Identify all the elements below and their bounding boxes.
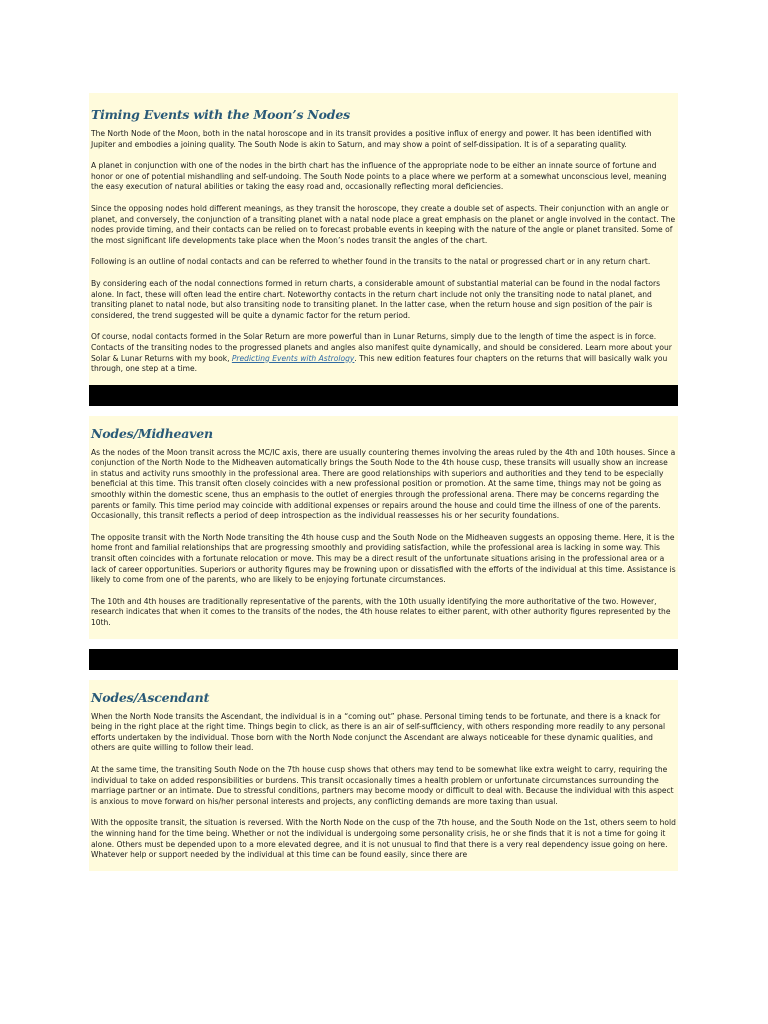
section-nodes-midheaven [89, 416, 678, 639]
section-moon-nodes [89, 93, 678, 385]
section-divider-bar [89, 649, 678, 670]
paragraph: A planet in conjunction with one of the nodes in the birth chart has the influence of the appropriate node to be either an innate source of fortune and honor or one of potential mishandling and self-undoing. The South Node points to a place where we perform at a somewhat unconscious level, meaning the easy execution of natural abilities or taking the easy road and, occasionally reflecting moral deficiencies. [91, 161, 667, 192]
paragraph: Since the opposing nodes hold different meanings, as they transit the horoscope, they create a double set of aspects. Their conjunction with an angle or planet, and conversely, the conjunction of a transiting planet with a natal node place a great emphasis on the planet or angle involved in the contact. The nodes provide timing, and their contacts can be relied on to forecast probable events in keeping with the nature of the angle or planet transited. Some of the most significant life developments take place when the Moon’s nodes transit the angles of the chart. [91, 203, 676, 245]
section-title: Nodes/Midheaven [91, 425, 213, 441]
paragraph: The 10th and 4th houses are traditionally representative of the parents, with the 10th usually identifying the more authoritative of the two. However, research indicates that when it comes to the transits of the nodes, the 4th house relates to either parent, with other authority figures represented by the 10th. [91, 596, 671, 627]
section-nodes-ascendant [89, 680, 678, 871]
paragraph: With the opposite transit, the situation is reversed. With the North Node on the cusp of the 7th house, and the South Node on the 1st, others seem to hold the winning hand for the time being. Whether or not the individual is undergoing some personality crisis, he or she finds that it is not a time for going it alone. Others must be depended upon to a more elevated degree, and it is not unusual to find that there is a very real dependency issue going on here. Whatever help or support needed by the individual at this time can be found easily, since there are [91, 818, 676, 860]
paragraph: The opposite transit with the North Node transiting the 4th house cusp and the South Node on the Midheaven suggests an opposing theme. Here, it is the home front and familial relationships that are progressing smoothly and providing satisfaction, while the professional area is lacking in some way. This transit often coincides with a fortunate relocation or move. This may be a direct result of the unfortunate situations arising in the professional area or a lack of career opportunities. Superiors or authority figures may be frowning upon or dissatisfied with the efforts of the individual at this time. Assistance is likely to come from one of the parents, who are likely to be enjoying fortunate circumstances. [91, 532, 676, 585]
paragraph-text: Of course, nodal contacts formed in the Solar Return are more powerful than in Lunar Returns, simply due to the length of time the aspect is in force. Contacts of the transiting nodes to the progressed planets and angles also manifest quite dynamically, and should be considered. Learn more about your Solar & Lunar Returns with my book, [91, 332, 672, 363]
paragraph: The North Node of the Moon, both in the natal horoscope and in its transit provides a positive influx of energy and power. It has been identified with Jupiter and embodies a joining quality. The South Node is akin to Saturn, and may show a point of self-dissipation. It is of a separating quality. [91, 129, 652, 149]
spacer [89, 406, 678, 416]
section-title: Nodes/Ascendant [91, 689, 210, 705]
section-divider-bar [89, 385, 678, 406]
section-title: Timing Events with the Moon’s Nodes [91, 107, 350, 122]
paragraph: By considering each of the nodal connections formed in return charts, a considerable amount of substantial material can be found in the nodal factors alone. In fact, these will often lead the entire chart. Noteworthy contacts in the return chart include not only the transiting node to natal planet, and transiting planet to natal node, but also transiting node to transiting planet. In the latter case, when the return house and sign position of the pair is considered, the trend suggested will be quite a dynamic factor for the return period. [91, 278, 661, 320]
paragraph: As the nodes of the Moon transit across the MC/IC axis, there are usually countering themes involving the areas ruled by the 4th and 10th houses. Since a conjunction of the North Node to the Midheaven automatically brings the South Node to the 4th house cusp, these transits will usually show an increase in status and activity runs smoothly in the professional area. There are good relationships with superiors and authorities and they tend to be especially beneficial at this time. This transit often closely coincides with a new professional position or promotion. At the same time, things may not be going as smoothly within the domestic scene, thus an emphasis to the outlet of energies through the professional arena. There may be concerns regarding the parents or family. This time period may coincide with additional expenses or repairs around the house and could time the illness of one of the parents. Occasionally, this transit reflects a period of deep introspection as the individual reassesses his or her security foundations. [91, 447, 676, 521]
spacer [89, 639, 678, 649]
spacer [89, 670, 678, 680]
paragraph: Following is an outline of nodal contacts and can be referred to whether found in the transits to the natal or progressed chart or in any return chart. [91, 257, 651, 267]
paragraph: At the same time, the transiting South Node on the 7th house cusp shows that others may tend to be somewhat like extra weight to carry, requiring the individual to take on added responsibilities or burdens. This transit occasionally times a health problem or unfortunate circumstances surrounding the marriage partner or an intimate. Due to stressful conditions, partners may become moody or difficult to deal with. Because the individual with this aspect is anxious to move forward on his/her personal interests and projects, any conflicting demands are more taxing than usual. [91, 764, 674, 806]
paragraph-with-link [91, 332, 676, 374]
paragraph: When the North Node transits the Ascendant, the individual is in a “coming out” phase. Personal timing tends to be fortunate, and there is a knack for being in the right place at the right time. Things begin to click, as there is an air of self-sufficiency, with others responding more readily to any personal efforts undertaken by the individual. Those born with the North Node conjunct the Ascendant are always noticeable for these dynamic qualities, and others are quite willing to follow their lead. [91, 711, 666, 753]
book-link[interactable]: Predicting Events with Astrology [231, 353, 355, 363]
article [89, 93, 678, 871]
paragraph-text: . This new edition features four chapters on the returns that will basically walk you through, one step at a time. [91, 353, 668, 374]
